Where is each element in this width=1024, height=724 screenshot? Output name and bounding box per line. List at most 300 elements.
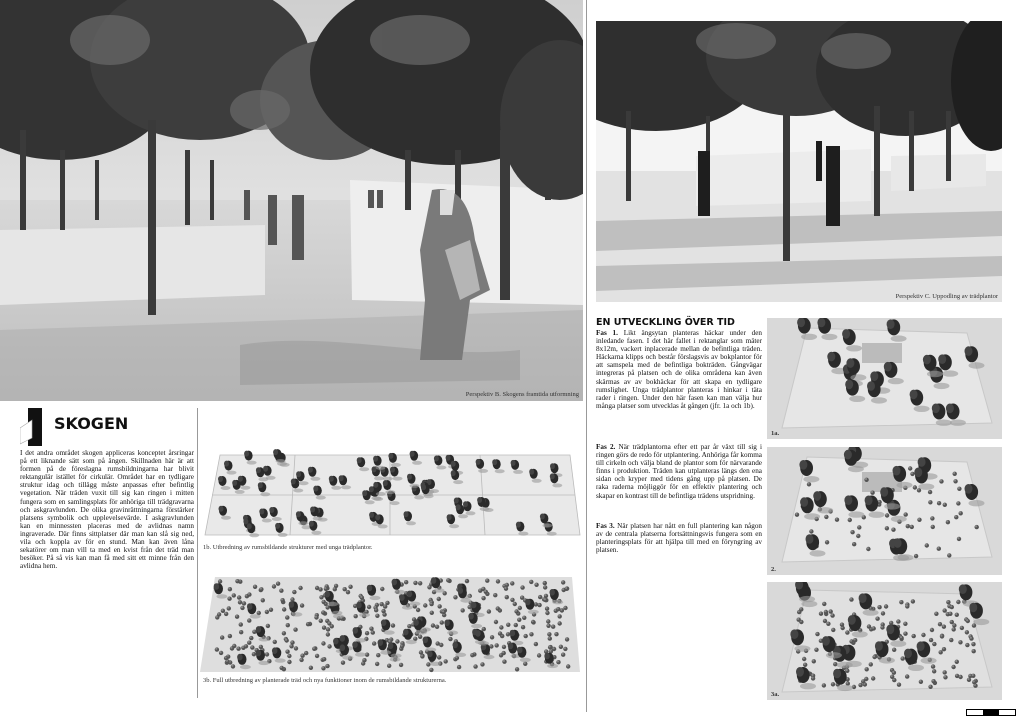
plan-sapling	[259, 645, 263, 649]
plan-sapling	[319, 619, 323, 623]
plan-sapling	[496, 579, 500, 583]
plan-sapling	[227, 606, 231, 610]
plan-sapling	[322, 600, 326, 604]
plan-sapling	[849, 597, 853, 601]
plan-sapling	[247, 592, 251, 596]
plan-sapling	[931, 679, 935, 683]
plan-sapling	[399, 663, 403, 667]
plan-sapling	[930, 516, 934, 520]
skogen-title: SKOGEN	[54, 414, 129, 433]
plan-sapling	[362, 658, 366, 662]
plan-sapling	[419, 650, 423, 654]
plan-sapling	[561, 653, 565, 657]
plan-sapling	[548, 645, 552, 649]
plan-sapling	[324, 587, 328, 591]
plan-sapling	[315, 654, 319, 658]
plan-sapling	[272, 584, 276, 588]
plan-sapling	[438, 604, 442, 608]
plan-sapling	[261, 598, 265, 602]
plan-sapling	[952, 623, 956, 627]
plan-sapling	[866, 547, 870, 551]
plan-sapling	[369, 627, 373, 631]
plan-sapling	[831, 682, 835, 686]
plan-sapling	[966, 619, 970, 623]
plan-2-label: 2.	[771, 566, 776, 573]
plan-sapling	[563, 647, 567, 651]
plan-sapling	[522, 616, 526, 620]
plan-sapling	[481, 596, 485, 600]
plan-sapling	[931, 525, 935, 529]
plan-sapling	[958, 640, 962, 644]
plan-sapling	[510, 581, 514, 585]
plan-sapling	[429, 668, 433, 672]
plan-sapling	[943, 503, 947, 507]
plan-sapling	[381, 609, 385, 613]
plan-sapling	[971, 642, 975, 646]
plan-sapling	[219, 651, 223, 655]
plan-sapling	[972, 680, 976, 684]
plan-sapling	[314, 615, 318, 619]
plan-sapling	[221, 609, 225, 613]
plan-sapling	[505, 583, 509, 587]
fas2-paragraph	[596, 443, 762, 500]
plan-3b-diagram	[200, 572, 582, 674]
plan-sapling	[797, 618, 801, 622]
plan-sapling	[942, 647, 946, 651]
plan-sapling	[547, 632, 551, 636]
plan-sapling	[333, 587, 337, 591]
plan-sapling	[341, 661, 345, 665]
plan-sapling	[830, 613, 834, 617]
plan-sapling	[235, 579, 239, 583]
plan-sapling	[890, 675, 894, 679]
plan-sapling	[967, 678, 971, 682]
plan-sapling	[912, 634, 916, 638]
plan-sapling	[901, 656, 905, 660]
plan-sapling	[285, 650, 289, 654]
plan-sapling	[822, 602, 826, 606]
plan-sapling	[242, 601, 246, 605]
plan-sapling	[304, 651, 308, 655]
plan-sapling	[822, 683, 826, 687]
plan-sapling	[437, 655, 441, 659]
plan-sapling	[823, 619, 827, 623]
plan-sapling	[871, 676, 875, 680]
plan-sapling	[430, 611, 434, 615]
plan-sapling	[953, 472, 957, 476]
plan-sapling	[950, 605, 954, 609]
plan-sapling	[880, 625, 884, 629]
plan-sapling	[499, 625, 503, 629]
plan-sapling	[276, 582, 280, 586]
plan-sapling	[279, 589, 283, 593]
plan-sapling	[848, 518, 852, 522]
scale-bar	[966, 709, 1016, 716]
plan-sapling	[465, 579, 469, 583]
plan-sapling	[543, 598, 547, 602]
plan-sapling	[494, 620, 498, 624]
plan-sapling	[928, 500, 932, 504]
plan-sapling	[247, 641, 251, 645]
plan-sapling	[835, 518, 839, 522]
plan-sapling	[946, 600, 950, 604]
plan-sapling	[312, 647, 316, 651]
plan-sapling	[534, 583, 538, 587]
plan-sapling	[910, 525, 914, 529]
plan-sapling	[899, 600, 903, 604]
plan-sapling	[506, 623, 510, 627]
plan-sapling	[546, 619, 550, 623]
plan-sapling	[947, 553, 951, 557]
plan-sapling	[520, 585, 524, 589]
plan-sapling	[556, 607, 560, 611]
plan-sapling	[870, 491, 874, 495]
plan-sapling	[943, 670, 947, 674]
plan-sapling	[321, 641, 325, 645]
plan-sapling	[315, 586, 319, 590]
plan-sapling	[937, 547, 941, 551]
plan-sapling	[897, 683, 901, 687]
plan-sapling	[565, 637, 569, 641]
plan-sapling	[505, 595, 509, 599]
plan-sapling	[881, 611, 885, 615]
plan-sapling	[354, 614, 358, 618]
plan-sapling	[346, 590, 350, 594]
plan-sapling	[807, 482, 811, 486]
plan-sapling	[799, 607, 803, 611]
plan-sapling	[290, 597, 294, 601]
plan-sapling	[250, 645, 254, 649]
plan-sapling	[240, 606, 244, 610]
plan-sapling	[831, 628, 835, 632]
plan-sapling	[431, 623, 435, 627]
fas1-paragraph	[596, 329, 762, 410]
plan-sapling	[375, 662, 379, 666]
plan-sapling	[327, 644, 331, 648]
perspective-c-photo	[596, 21, 1002, 302]
plan-sapling	[238, 600, 242, 604]
plan-sapling	[239, 630, 243, 634]
plan-sapling	[287, 660, 291, 664]
plan-sapling	[444, 659, 448, 663]
plan-sapling	[407, 624, 411, 628]
plan-sapling	[487, 609, 491, 613]
plan-sapling	[858, 683, 862, 687]
plan-sapling	[910, 472, 914, 476]
plan-sapling	[867, 624, 871, 628]
plan-sapling	[913, 485, 917, 489]
plan-1a-diagram	[767, 318, 1002, 439]
plan-sapling	[495, 643, 499, 647]
plan-sapling	[930, 628, 934, 632]
plan-sapling	[322, 657, 326, 661]
plan-sapling	[845, 669, 849, 673]
plan-sapling	[220, 635, 224, 639]
perspective-b-photo	[0, 0, 583, 401]
plan-sapling	[404, 580, 408, 584]
plan-sapling	[470, 653, 474, 657]
plan-sapling	[418, 581, 422, 585]
plan-sapling	[538, 595, 542, 599]
plan-sapling	[558, 621, 562, 625]
fas3-label: Fas 3.	[596, 522, 615, 530]
plan-sapling	[563, 606, 567, 610]
plan-sapling	[857, 525, 861, 529]
plan-sapling	[899, 636, 903, 640]
column-divider	[197, 408, 198, 698]
plan-sapling	[387, 664, 391, 668]
plan-3a-label: 3a.	[771, 691, 780, 698]
plan-sapling	[556, 660, 560, 664]
plan-sapling	[224, 656, 228, 660]
plan-sapling	[294, 646, 298, 650]
plan-sapling	[524, 634, 528, 638]
plan-sapling	[326, 632, 330, 636]
plan-sapling	[282, 607, 286, 611]
plan-sapling	[228, 634, 232, 638]
plan-sapling	[232, 593, 236, 597]
plan-sapling	[266, 624, 270, 628]
plan-sapling	[911, 599, 915, 603]
plan-sapling	[814, 648, 818, 652]
plan-sapling	[960, 626, 964, 630]
plan-sapling	[437, 597, 441, 601]
plan-sapling	[850, 530, 854, 534]
plan-sapling	[965, 643, 969, 647]
plan-sapling	[906, 524, 910, 528]
plan-sapling	[515, 667, 519, 671]
plan-sapling	[903, 622, 907, 626]
section-number-badge	[20, 408, 50, 446]
plan-sapling	[865, 667, 869, 671]
plan-sapling	[259, 587, 263, 591]
plan-sapling	[290, 640, 294, 644]
plan-sapling	[845, 630, 849, 634]
plan-sapling	[299, 658, 303, 662]
plan-sapling	[385, 601, 389, 605]
plan-sapling	[253, 585, 257, 589]
plan-sapling	[969, 636, 973, 640]
plan-sapling	[896, 619, 900, 623]
fas1-label: Fas 1.	[596, 329, 618, 337]
plan-sapling	[877, 605, 881, 609]
plan-sapling	[932, 642, 936, 646]
plan-sapling	[889, 621, 893, 625]
plan-sapling	[247, 618, 251, 622]
fas1-text: Likt ängsytan planteras häckar under den inledande fasen. I det här fallet i rektanglar som mäter 8x12m, vackert inplacerade mellan de befintliga träden. Häckarna klipps och består förslagsvis av bokplantor för att samspela med de befintliga bokträden. Gångvägar integreras på platsen och de olika områdena kan även skärmas av av bokhäckar för att skapa en tydligare rumslighet. Unga trädplantor planteras i hinkar i täta rader i ringen. Under den här fasen kan man välja hur många platser som utvecklas åt gången (jfr. 1a och 1b).	[596, 329, 762, 410]
plan-sapling	[426, 662, 430, 666]
plan-sapling	[954, 515, 958, 519]
plan-sapling	[513, 602, 517, 606]
plan-sapling	[819, 612, 823, 616]
plan-sapling	[231, 664, 235, 668]
plan-sapling	[891, 528, 895, 532]
plan-sapling	[473, 664, 477, 668]
plan-sapling	[903, 632, 907, 636]
plan-sapling	[925, 543, 929, 547]
plan-sapling	[280, 598, 284, 602]
plan-sapling	[391, 623, 395, 627]
plan-sapling	[939, 479, 943, 483]
plan-sapling	[529, 632, 533, 636]
plan-sapling	[840, 623, 844, 627]
plan-sapling	[943, 608, 947, 612]
plan-sapling	[326, 605, 330, 609]
plan-sapling	[892, 648, 896, 652]
plan-sapling	[802, 657, 806, 661]
plan-sapling	[946, 520, 950, 524]
plan-sapling	[280, 666, 284, 670]
plan-sapling	[269, 608, 273, 612]
fas3-paragraph	[596, 522, 762, 554]
plan-sapling	[824, 610, 828, 614]
plan-sapling	[327, 621, 331, 625]
plan-sapling	[951, 665, 955, 669]
plan-sapling	[514, 609, 518, 613]
plan-sapling	[435, 625, 439, 629]
plan-sapling	[959, 511, 963, 515]
perspective-c-caption: Perspektiv C. Uppodling av trädplantor	[895, 293, 998, 300]
plan-sapling	[215, 647, 219, 651]
plan-sapling	[372, 641, 376, 645]
plan-sapling	[423, 603, 427, 607]
plan-sapling	[380, 602, 384, 606]
plan-sapling	[365, 631, 369, 635]
plan-sapling	[309, 666, 313, 670]
plan-sapling	[531, 620, 535, 624]
plan-sapling	[956, 501, 960, 505]
plan-sapling	[543, 581, 547, 585]
plan-sapling	[228, 587, 232, 591]
plan-sapling	[972, 649, 976, 653]
plan-sapling	[321, 666, 325, 670]
plan-sapling	[289, 644, 293, 648]
plan-sapling	[420, 654, 424, 658]
skogen-body: I det andra området skogen appliceras konceptet årsringar på ett liknande sätt som på ängen. Skillnaden här är att formen på de föreslagna rumsbildningarna har blivit rektangulär istället för cirkulär. Området har en tydligare struktur idag och tillägg måste anpassas efter befintlig vegetation. När träden vuxit till sig kan ringen i mitten fungera som en samlingsplats för anhöriga till trädgravarna och askgravlunden. De olika gravinrättningarna förstärker platsens symbolik och upplevelsevärde. I askgravlunden kan en minnessten placeras med de avlidnas namn ingraverade. Där finns sittplatser där man kan slå sig ned, vila och koppla av för en stund. Man kan även låna sekatörer om man vill ta med en kvist från det träd man besöker. På så vis kan man få med sitt ett minne från den avlidna hem.	[20, 449, 194, 571]
plan-sapling	[510, 598, 514, 602]
plan-sapling	[826, 622, 830, 626]
plan-sapling	[809, 529, 813, 533]
plan-sapling	[811, 676, 815, 680]
plan-sapling	[965, 630, 969, 634]
plan-sapling	[376, 653, 380, 657]
plan-3a-diagram	[767, 582, 1002, 700]
plan-sapling	[932, 669, 936, 673]
plan-sapling	[833, 662, 837, 666]
plan-sapling	[400, 644, 404, 648]
plan-sapling	[914, 554, 918, 558]
plan-sapling	[934, 612, 938, 616]
plan-sapling	[517, 618, 521, 622]
plan-sapling	[939, 650, 943, 654]
plan-sapling	[224, 612, 228, 616]
plan-sapling	[892, 671, 896, 675]
plan-sapling	[554, 632, 558, 636]
plan-1a-label: 1a.	[771, 430, 780, 437]
plan-sapling	[249, 636, 253, 640]
plan-sapling	[306, 622, 310, 626]
plan-sapling	[461, 608, 465, 612]
plan-sapling	[502, 660, 506, 664]
fas2-text: När trädplantorna efter ett par år växt till sig i ringen görs de redo för utplantering. Anhöriga får komma till cirkeln och välja bland de plantor som för närvarande finns i produktion. Träden kan utplanteras längs den ena sidan och kryper med tidens gång upp på platsen. De raka raderna möjliggör för en effektiv plantering och skapar en kontrast till de befintliga trädens utspridning.	[596, 443, 762, 500]
plan-sapling	[537, 603, 541, 607]
plan-sapling	[300, 654, 304, 658]
plan-sapling	[521, 625, 525, 629]
plan-sapling	[853, 638, 857, 642]
plan-sapling	[380, 587, 384, 591]
page-divider	[586, 0, 587, 712]
plan-sapling	[282, 631, 286, 635]
plan-sapling	[506, 632, 510, 636]
plan-sapling	[265, 610, 269, 614]
plan-sapling	[551, 625, 555, 629]
plan-sapling	[292, 590, 296, 594]
plan-sapling	[457, 665, 461, 669]
plan-sapling	[953, 479, 957, 483]
plan-sapling	[442, 610, 446, 614]
plan-sapling	[375, 614, 379, 618]
plan-sapling	[502, 645, 506, 649]
plan-sapling	[498, 631, 502, 635]
plan-sapling	[343, 587, 347, 591]
plan-sapling	[562, 588, 566, 592]
plan-sapling	[367, 605, 371, 609]
plan-sapling	[484, 590, 488, 594]
plan-sapling	[824, 515, 828, 519]
plan-sapling	[545, 611, 549, 615]
plan-sapling	[928, 490, 932, 494]
plan-sapling	[812, 659, 816, 663]
plan-sapling	[885, 526, 889, 530]
perspective-b-caption: Perspektiv B. Skogens framtida utformning	[465, 391, 579, 398]
plan-sapling	[537, 653, 541, 657]
plan-sapling	[230, 646, 234, 650]
plan-sapling	[529, 580, 533, 584]
plan-sapling	[872, 626, 876, 630]
plan-sapling	[265, 652, 269, 656]
plan-sapling	[237, 595, 241, 599]
plan-sapling	[285, 615, 289, 619]
plan-sapling	[948, 612, 952, 616]
plan-sapling	[287, 654, 291, 658]
plan-sapling	[436, 641, 440, 645]
plan-sapling	[958, 675, 962, 679]
plan-sapling	[937, 501, 941, 505]
plan-sapling	[803, 663, 807, 667]
plan-sapling	[322, 626, 326, 630]
plan-sapling	[904, 512, 908, 516]
plan-sapling	[955, 660, 959, 664]
plan-sapling	[931, 664, 935, 668]
plan-sapling	[825, 540, 829, 544]
plan-sapling	[499, 653, 503, 657]
plan-sapling	[971, 674, 975, 678]
plan-sapling	[558, 614, 562, 618]
fas2-label: Fas 2.	[596, 443, 616, 451]
plan-sapling	[235, 615, 239, 619]
plan-sapling	[534, 642, 538, 646]
plan-sapling	[325, 664, 329, 668]
plan-2-diagram	[767, 447, 1002, 575]
plan-sapling	[395, 639, 399, 643]
plan-sapling	[559, 645, 563, 649]
plan-sapling	[273, 640, 277, 644]
fas3-text: När platsen har nått en full plantering kan någon av de centrala platserna fortsättningsvis fungera som en planteringsplats för att hjälpa till med en föryngring av platsen.	[596, 522, 763, 555]
plan-sapling	[795, 513, 799, 517]
plan-sapling	[453, 595, 457, 599]
plan-sapling	[864, 478, 868, 482]
plan-sapling	[440, 620, 444, 624]
